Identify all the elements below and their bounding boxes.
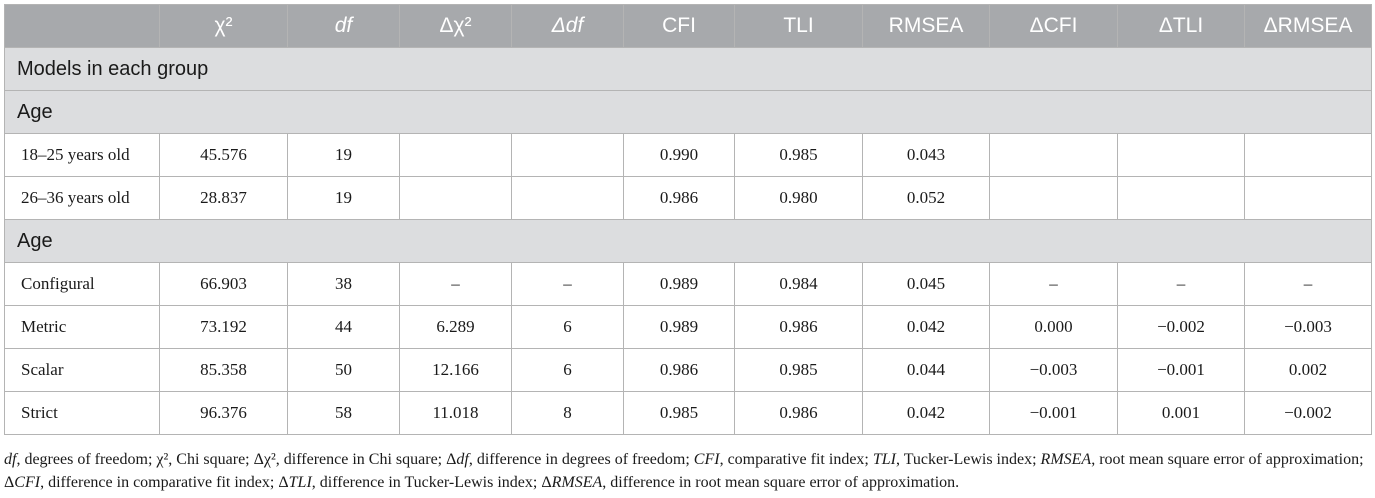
header-cell-rmsea: RMSEA bbox=[863, 5, 990, 48]
table-cell: 0.980 bbox=[735, 177, 863, 220]
table-cell: 0.986 bbox=[624, 349, 735, 392]
table-cell: 0.045 bbox=[863, 263, 990, 306]
table-cell: −0.001 bbox=[1118, 349, 1245, 392]
row-label-cell: 18–25 years old bbox=[5, 134, 160, 177]
table-cell: −0.002 bbox=[1245, 392, 1372, 435]
footnote-segment: RMSEA bbox=[1040, 451, 1092, 468]
table-cell: 0.000 bbox=[990, 306, 1118, 349]
table-cell: 0.990 bbox=[624, 134, 735, 177]
table-cell: 0.985 bbox=[624, 392, 735, 435]
row-label-cell: Metric bbox=[5, 306, 160, 349]
footnote-segment: CFI bbox=[693, 451, 720, 468]
table-cell: 12.166 bbox=[400, 349, 512, 392]
table-cell: 58 bbox=[288, 392, 400, 435]
table-cell: 8 bbox=[512, 392, 624, 435]
table-cell: 6 bbox=[512, 306, 624, 349]
table-cell: 0.052 bbox=[863, 177, 990, 220]
table-cell: 0.043 bbox=[863, 134, 990, 177]
section-row bbox=[5, 48, 1372, 91]
table-cell: 0.042 bbox=[863, 392, 990, 435]
table-cell: 38 bbox=[288, 263, 400, 306]
table-cell: −0.002 bbox=[1118, 306, 1245, 349]
header-row bbox=[5, 5, 1372, 48]
footnote-segment: , Tucker-Lewis index; bbox=[895, 451, 1041, 468]
table-cell: 0.989 bbox=[624, 263, 735, 306]
table-cell bbox=[512, 134, 624, 177]
table-cell: 0.985 bbox=[735, 349, 863, 392]
footnote-segment: df bbox=[456, 451, 469, 468]
table-cell bbox=[512, 177, 624, 220]
table-cell: – bbox=[1118, 263, 1245, 306]
section-row bbox=[5, 220, 1372, 263]
footnote-segment: df bbox=[4, 451, 17, 468]
footnote-segment: TLI bbox=[872, 451, 896, 468]
section-title: Age bbox=[5, 220, 1372, 263]
table-body bbox=[5, 48, 1372, 435]
section-row bbox=[5, 91, 1372, 134]
footnote-segment: TLI bbox=[288, 474, 312, 491]
table-row bbox=[5, 392, 1372, 435]
table-cell: 50 bbox=[288, 349, 400, 392]
table-cell bbox=[400, 134, 512, 177]
header-cell-label bbox=[5, 5, 160, 48]
table-cell bbox=[1245, 177, 1372, 220]
table-cell: 28.837 bbox=[160, 177, 288, 220]
row-label-cell: Configural bbox=[5, 263, 160, 306]
table-cell bbox=[400, 177, 512, 220]
table-row bbox=[5, 263, 1372, 306]
table-cell: – bbox=[1245, 263, 1372, 306]
table-row bbox=[5, 349, 1372, 392]
table-cell: 0.044 bbox=[863, 349, 990, 392]
header-cell-delta-tli: ΔTLI bbox=[1118, 5, 1245, 48]
table-cell bbox=[1245, 134, 1372, 177]
footnote-segment: , comparative fit index; bbox=[719, 451, 873, 468]
section-title: Models in each group bbox=[5, 48, 1372, 91]
footnote-segment: , difference in degrees of freedom; bbox=[468, 451, 694, 468]
header-cell-delta-cfi: ΔCFI bbox=[990, 5, 1118, 48]
table-cell: −0.003 bbox=[1245, 306, 1372, 349]
header-cell-delta-df: Δdf bbox=[512, 5, 624, 48]
table-row bbox=[5, 306, 1372, 349]
table-row bbox=[5, 177, 1372, 220]
table-cell: 6 bbox=[512, 349, 624, 392]
table-cell: 96.376 bbox=[160, 392, 288, 435]
table-cell: 0.984 bbox=[735, 263, 863, 306]
table-cell: −0.003 bbox=[990, 349, 1118, 392]
table-cell: 6.289 bbox=[400, 306, 512, 349]
header-cell-cfi: CFI bbox=[624, 5, 735, 48]
fit-indices-table bbox=[4, 4, 1372, 435]
header-cell-chi-square: χ² bbox=[160, 5, 288, 48]
table-cell: 0.001 bbox=[1118, 392, 1245, 435]
table-cell: 0.002 bbox=[1245, 349, 1372, 392]
table-cell: – bbox=[512, 263, 624, 306]
table-cell: 0.985 bbox=[735, 134, 863, 177]
table-cell bbox=[1118, 134, 1245, 177]
footnote-segment: RMSEA bbox=[551, 474, 603, 491]
footnote-segment: CFI bbox=[14, 474, 41, 491]
table-cell: 0.042 bbox=[863, 306, 990, 349]
table-cell: 73.192 bbox=[160, 306, 288, 349]
header-cell-delta-rmsea: ΔRMSEA bbox=[1245, 5, 1372, 48]
table-cell: 66.903 bbox=[160, 263, 288, 306]
row-label-cell: Strict bbox=[5, 392, 160, 435]
table-cell: 0.986 bbox=[624, 177, 735, 220]
table-cell: 85.358 bbox=[160, 349, 288, 392]
table-cell: – bbox=[990, 263, 1118, 306]
footnote-segment: , difference in comparative fit index; Δ bbox=[40, 474, 289, 491]
header-cell-df: df bbox=[288, 5, 400, 48]
table-cell: 11.018 bbox=[400, 392, 512, 435]
table-cell bbox=[990, 177, 1118, 220]
table-cell: 19 bbox=[288, 134, 400, 177]
table-cell: 0.986 bbox=[735, 306, 863, 349]
table-cell: 19 bbox=[288, 177, 400, 220]
footnote-segment: , root mean square error of approximation; Δ bbox=[4, 451, 1364, 491]
section-title: Age bbox=[5, 91, 1372, 134]
table-cell: 44 bbox=[288, 306, 400, 349]
table-cell: 0.989 bbox=[624, 306, 735, 349]
footnote-segment: , difference in root mean square error of approximation. bbox=[602, 474, 960, 491]
table-cell: 0.986 bbox=[735, 392, 863, 435]
header-cell-tli: TLI bbox=[735, 5, 863, 48]
table-cell bbox=[990, 134, 1118, 177]
table-footnote bbox=[4, 448, 1369, 494]
table-cell: – bbox=[400, 263, 512, 306]
table-cell bbox=[1118, 177, 1245, 220]
row-label-cell: Scalar bbox=[5, 349, 160, 392]
footnote-segment: , difference in Tucker-Lewis index; Δ bbox=[311, 474, 552, 491]
table-cell: 45.576 bbox=[160, 134, 288, 177]
header-cell-delta-chi-square: Δχ² bbox=[400, 5, 512, 48]
table-cell: −0.001 bbox=[990, 392, 1118, 435]
table-row bbox=[5, 134, 1372, 177]
footnote-segment: , degrees of freedom; χ², Chi square; Δχ², difference in Chi square; Δ bbox=[16, 451, 457, 468]
row-label-cell: 26–36 years old bbox=[5, 177, 160, 220]
